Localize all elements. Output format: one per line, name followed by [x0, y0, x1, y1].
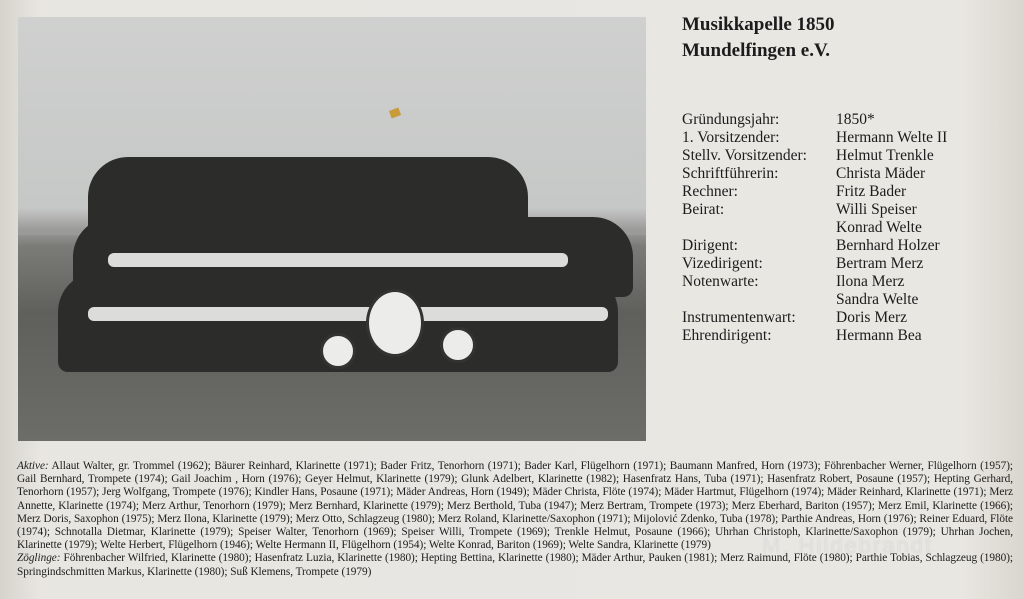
officials-list — [682, 111, 1002, 345]
role-row — [682, 327, 1002, 345]
watermark-signature: M. Hildebrandt — [762, 533, 934, 558]
role-label: Notenwarte: — [682, 273, 759, 290]
role-value: Hermann Welte II — [836, 129, 948, 146]
role-label — [682, 291, 836, 309]
role-row — [682, 219, 1002, 237]
role-label — [682, 219, 836, 237]
role-label: Beirat: — [682, 201, 725, 218]
bass-drum — [366, 289, 424, 357]
photo-speck — [389, 108, 401, 119]
role-label: Stellv. Vorsitzender: — [682, 147, 807, 164]
role-value: Konrad Welte — [836, 219, 922, 236]
active-members-label: Aktive: — [17, 460, 49, 472]
photo-shirts — [88, 307, 608, 321]
students-text: Föhrenbacher Wilfried, Klarinette (1980); Hasenfratz Luzia, Klarinette (1980); Hepting Bettina, Klarinette (1980); Mäder Arthur, Pauken (1981); Merz Raimund, Flöte (1980); Parthie Tobias, Schlagzeug (1980); Springindschmitten Markus, Klarinette (1980); Suß Klemens, Trompete (1979) — [17, 552, 1013, 578]
role-value: 1850* — [836, 111, 875, 128]
role-value: Hermann Bea — [836, 327, 922, 344]
role-label: Schriftführerin: — [682, 165, 779, 182]
role-label: Dirigent: — [682, 237, 738, 254]
role-label: Vizedirigent: — [682, 255, 763, 272]
role-label: Rechner: — [682, 183, 738, 200]
photo-shirts — [108, 253, 568, 267]
role-value: Bernhard Holzer — [836, 237, 940, 254]
role-row — [682, 273, 1002, 291]
role-value: Christa Mäder — [836, 165, 926, 182]
role-row — [682, 129, 1002, 147]
role-value: Helmut Trenkle — [836, 147, 934, 164]
role-label: Gründungsjahr: — [682, 111, 780, 128]
snare-drum — [440, 327, 476, 363]
title-line-2: Mundelfingen e.V. — [682, 40, 830, 61]
role-row — [682, 183, 1002, 201]
role-row — [682, 147, 1002, 165]
role-label: 1. Vorsitzender: — [682, 129, 780, 146]
role-row — [682, 255, 1002, 273]
title-line-1: Musikkapelle 1850 — [682, 14, 835, 35]
role-value: Doris Merz — [836, 309, 908, 326]
role-row — [682, 309, 1002, 327]
students-label: Zöglinge: — [17, 552, 61, 565]
club-title — [682, 12, 835, 64]
role-value: Sandra Welte — [836, 291, 919, 308]
active-members-text: Allaut Walter, gr. Trommel (1962); Bäurer Reinhard, Klarinette (1971); Bader Fritz, Tenorhorn (1971); Bader Karl, Flügelhorn (1971); Baumann Manfred, Horn (1973); Föhrenbacher Werner, Flügelhorn (1957); Gail Bernhard, Trompete (1974); Gail Joachim , Horn (1976); Geyer Helmut, Klarinette (1979); Glunk Adelbert, Klarinette (1982); Hasenfratz Hans, Tuba (1971); Hasenfratz Robert, Posaune (1957); Hepting Gerhard, Tenorhorn (1957); Jerg Wolfgang, Trompete (1976); Kindler Hans, Posaune (1971); Mäder Andreas, Horn (1949); Mäder Christa, Flöte (1974); Mäder Hartmut, Flügelhorn (1974); Mäder Reinhard, Klarinette (1971); Merz Annette, Klarinette (1974); Merz Arthur, Tenorhorn (1979); Merz Bernhard, Klarinette (1979); Merz Berthold, Tuba (1947); Merz Bertram, Trompete (1973); Merz Eberhard, Bariton (1957); Merz Emil, Klarinette (1966); Merz Doris, Saxophon (1975); Merz Ilona, Klarinette (1979); Merz Otto, Schlagzeug (1980); Merz Roland, Klarinette/Saxophon (1971); Mijolović Zdenko, Tuba (1978); Parthie Andreas, Horn (1976); Reiner Eduard, Flöte (1974); Schnotalla Dietmar, Klarinette (1979); Speiser Walter, Tenorhorn (1969); Speiser Willi, Trompete (1969); Trenkle Helmut, Posaune (1966); Uhrhan Christoph, Klarinette/Saxophon (1979); Uhrhan Jochen, Klarinette (1979); Welte Herbert, Flügelhorn (1946); Welte Hermann II, Flügelhorn (1954); Welte Konrad, Bariton (1969); Welte Sandra, Klarinette (1979) — [17, 460, 1013, 552]
role-value: Ilona Merz — [836, 273, 905, 290]
role-value: Fritz Bader — [836, 183, 907, 200]
role-label: Ehrendirigent: — [682, 327, 772, 344]
member-caption — [17, 460, 1013, 579]
role-label: Instrumentenwart: — [682, 309, 796, 326]
role-value: Bertram Merz — [836, 255, 924, 272]
role-row — [682, 111, 1002, 129]
band-group-photo — [18, 17, 646, 441]
role-value: Willi Speiser — [836, 201, 917, 218]
role-row — [682, 165, 1002, 183]
role-row — [682, 291, 1002, 309]
snare-drum — [320, 333, 356, 369]
role-row — [682, 237, 1002, 255]
role-row — [682, 201, 1002, 219]
